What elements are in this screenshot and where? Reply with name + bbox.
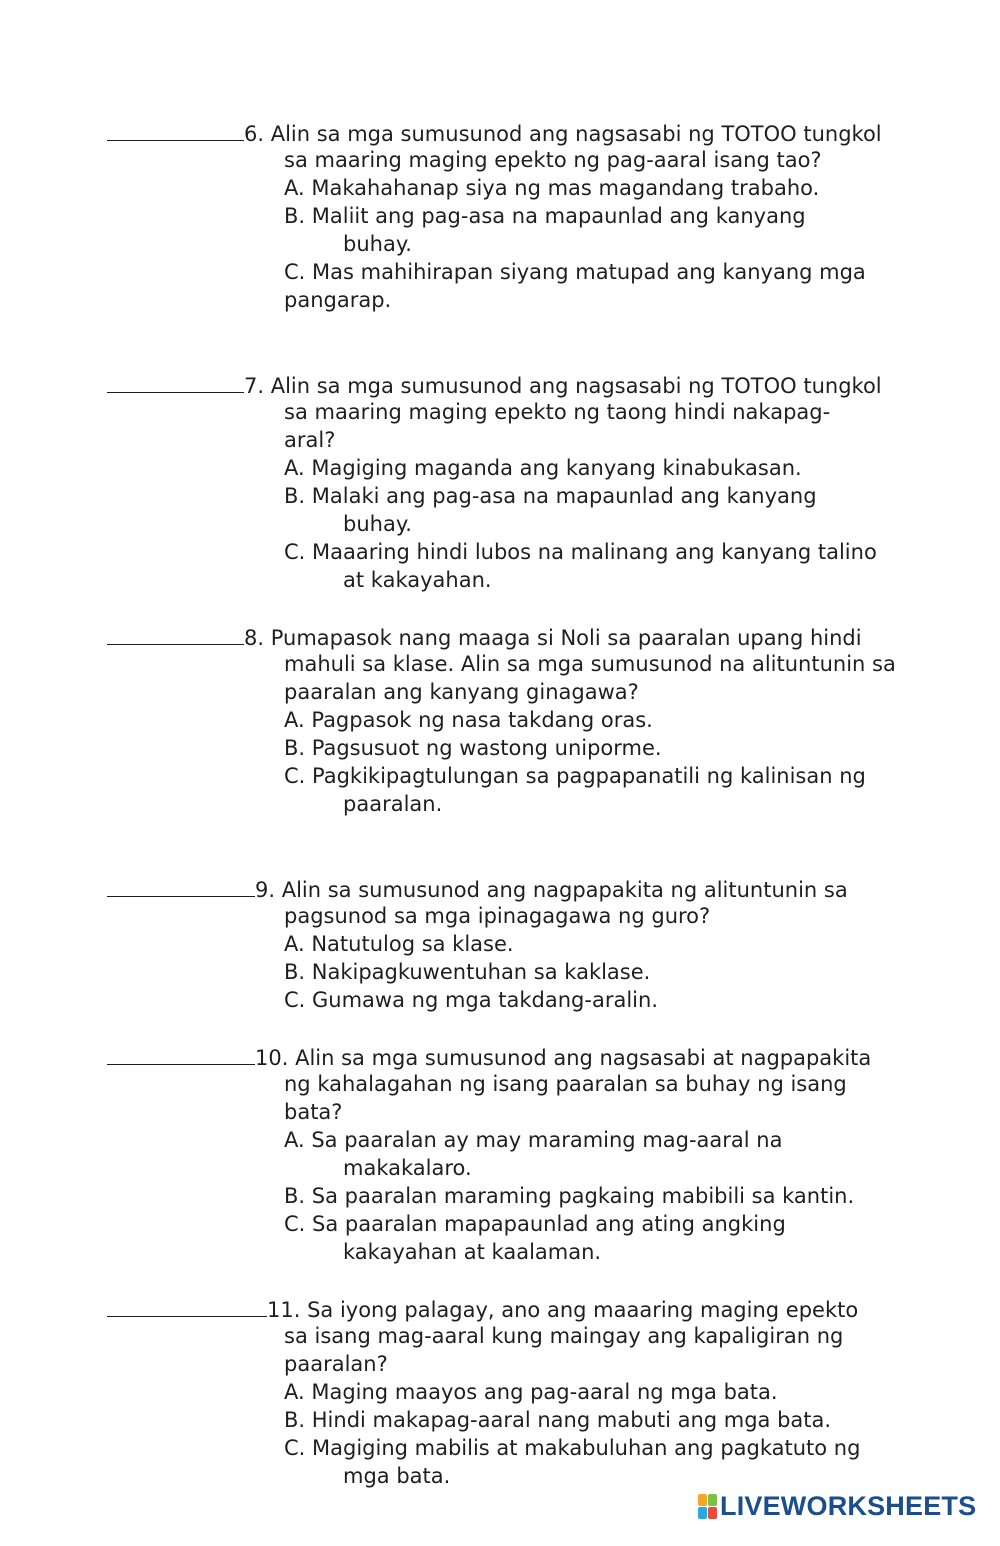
worksheet (0, 118, 1000, 1546)
answer-blank-10[interactable] (107, 1042, 255, 1065)
answer-blank-6[interactable] (107, 118, 244, 141)
choice-b-cont: buhay. (343, 232, 412, 256)
choice-c-cont: kakayahan at kaalaman. (343, 1240, 602, 1264)
choice-a: A. Maging maayos ang pag-aaral ng mga bata. (284, 1380, 778, 1404)
question-6 (0, 118, 1000, 370)
question-text-cont: paaralan ang kanyang ginagawa? (284, 680, 639, 704)
choice-c-cont: mga bata. (343, 1464, 451, 1488)
choice-b: B. Malaki ang pag-asa na mapaunlad ang kanyang (284, 484, 817, 508)
choice-c: C. Gumawa ng mga takdang-aralin. (284, 988, 658, 1012)
question-text: 11. Sa iyong palagay, ano ang maaaring maging epekto (267, 1298, 859, 1322)
choice-c-cont: pangarap. (284, 288, 392, 312)
question-text: 8. Pumapasok nang maaga si Noli sa paaralan upang hindi (244, 626, 862, 650)
liveworksheets-logo (698, 1490, 976, 1522)
question-text: 6. Alin sa mga sumusunod ang nagsasabi ng TOTOO tungkol (244, 122, 882, 146)
question-text-cont: sa isang mag-aaral kung maingay ang kapaligiran ng (284, 1324, 844, 1348)
answer-blank-7[interactable] (107, 370, 244, 393)
choice-c: C. Mas mahihirapan siyang matupad ang kanyang mga (284, 260, 866, 284)
choice-b: B. Sa paaralan maraming pagkaing mabibili sa kantin. (284, 1184, 855, 1208)
choice-b: B. Pagsusuot ng wastong uniporme. (284, 736, 662, 760)
question-text-cont: sa maaring maging epekto ng pag-aaral isang tao? (284, 148, 822, 172)
choice-c: C. Magiging mabilis at makabuluhan ang pagkatuto ng (284, 1436, 861, 1460)
choice-b: B. Hindi makapag-aaral nang mabuti ang mga bata. (284, 1408, 832, 1432)
choice-c: C. Maaaring hindi lubos na malinang ang kanyang talino (284, 540, 877, 564)
choice-a: A. Pagpasok ng nasa takdang oras. (284, 708, 653, 732)
choice-c-cont: at kakayahan. (343, 568, 492, 592)
choice-c-cont: paaralan. (343, 792, 443, 816)
answer-blank-11[interactable] (107, 1294, 267, 1317)
choice-a: A. Natutulog sa klase. (284, 932, 514, 956)
choice-a: A. Magiging maganda ang kanyang kinabukasan. (284, 456, 802, 480)
answer-blank-8[interactable] (107, 622, 244, 645)
answer-blank-9[interactable] (107, 874, 255, 897)
liveworksheets-logo-icon (698, 1493, 718, 1519)
question-8 (0, 622, 1000, 874)
question-text-cont: sa maaring maging epekto ng taong hindi nakapag- (284, 400, 831, 424)
question-text-cont: bata? (284, 1100, 343, 1124)
choice-a: A. Makahahanap siya ng mas magandang trabaho. (284, 176, 820, 200)
question-7 (0, 370, 1000, 622)
choice-a: A. Sa paaralan ay may maraming mag-aaral na (284, 1128, 783, 1152)
question-text: 10. Alin sa mga sumusunod ang nagsasabi at nagpapakita (255, 1046, 872, 1070)
choice-c: C. Pagkikipagtulungan sa pagpapanatili ng kalinisan ng (284, 764, 866, 788)
question-9 (0, 874, 1000, 1042)
question-text-cont: mahuli sa klase. Alin sa mga sumusunod na alituntunin sa (284, 652, 896, 676)
question-text: 7. Alin sa mga sumusunod ang nagsasabi ng TOTOO tungkol (244, 374, 882, 398)
question-text-cont: aral? (284, 428, 336, 452)
question-text-cont: ng kahalagahan ng isang paaralan sa buhay ng isang (284, 1072, 847, 1096)
question-10 (0, 1042, 1000, 1294)
question-text-cont: paaralan? (284, 1352, 388, 1376)
question-text: 9. Alin sa sumusunod ang nagpapakita ng alituntunin sa (255, 878, 848, 902)
choice-b-cont: buhay. (343, 512, 412, 536)
choice-a-cont: makakalaro. (343, 1156, 472, 1180)
question-text-cont: pagsunod sa mga ipinagagawa ng guro? (284, 904, 711, 928)
choice-b: B. Nakipagkuwentuhan sa kaklase. (284, 960, 651, 984)
logo-text: LIVEWORKSHEETS (720, 1491, 977, 1521)
choice-c: C. Sa paaralan mapapaunlad ang ating angking (284, 1212, 786, 1236)
choice-b: B. Maliit ang pag-asa na mapaunlad ang kanyang (284, 204, 806, 228)
